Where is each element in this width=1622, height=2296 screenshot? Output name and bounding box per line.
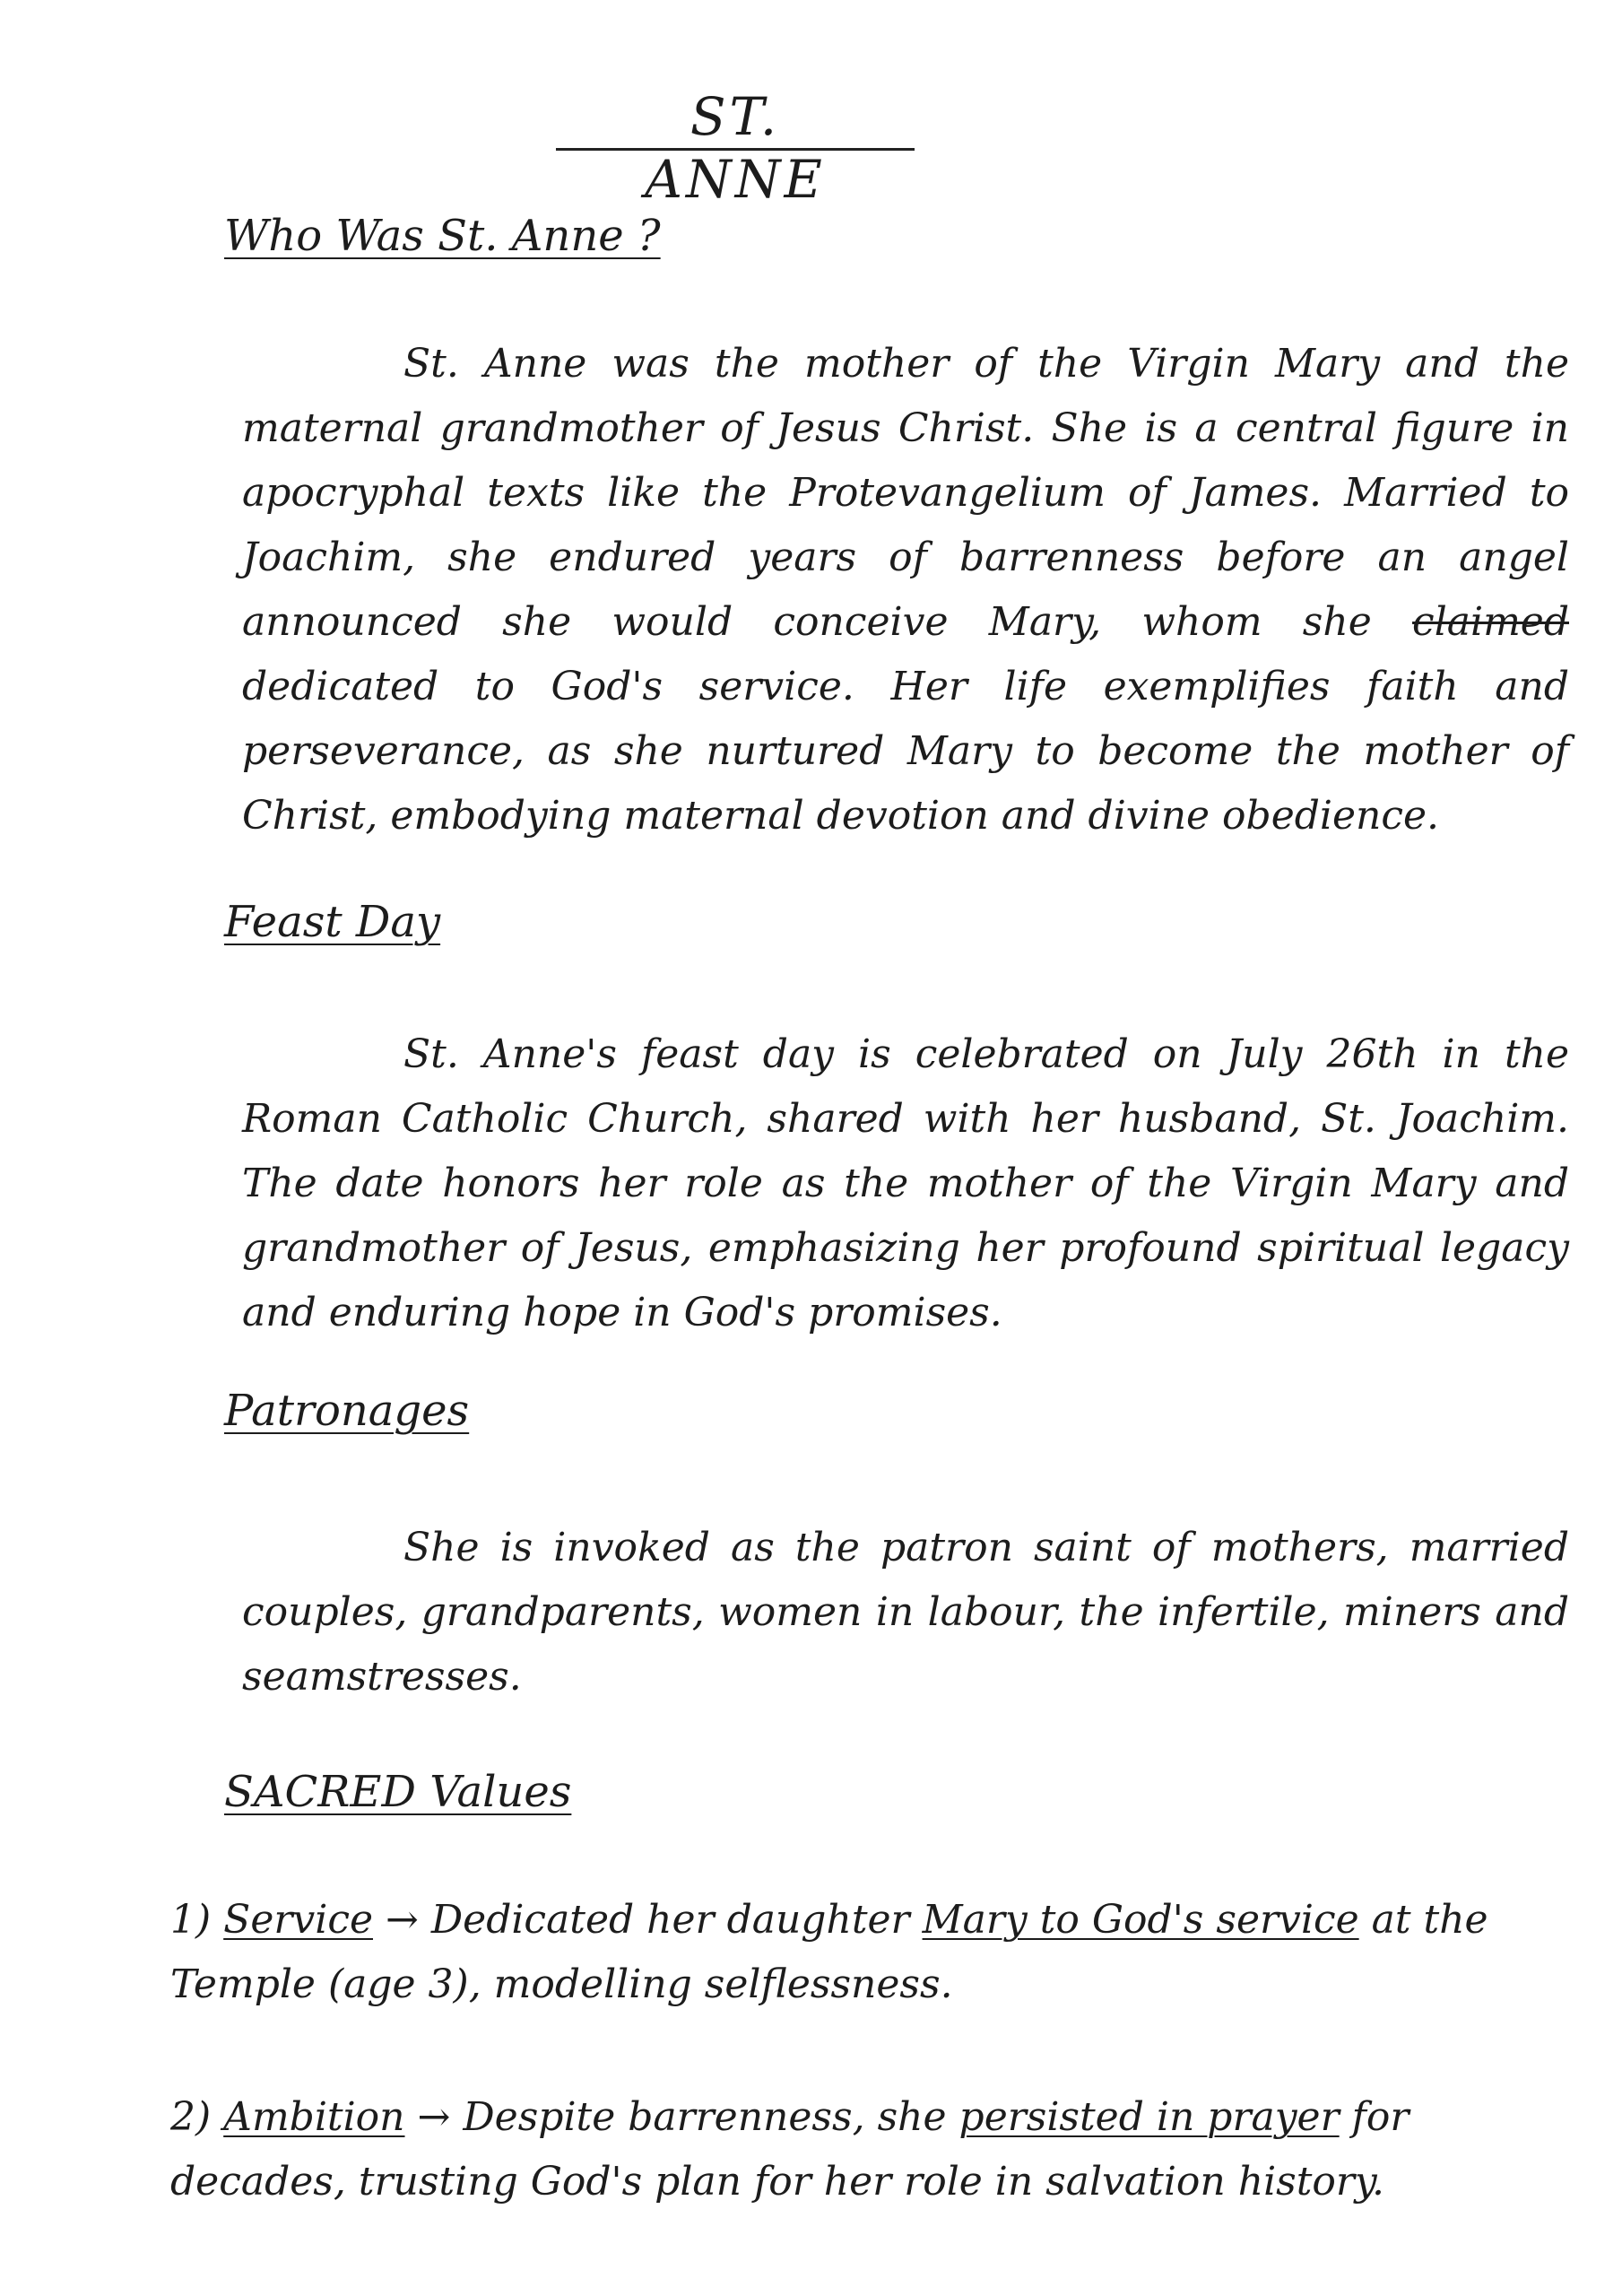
arrow-icon: →: [386, 1897, 419, 1943]
who-text-after: dedicated to God's service. Her life exemplifies faith and perseverance, as she nurtured Mary to become the mother of Christ, embodying maternal devotion and divine obedience.: [242, 664, 1569, 839]
value-text-after: at the Temple (age 3), modelling selflessness.: [170, 1897, 1488, 2007]
heading-feast-day: Feast Day: [224, 897, 441, 947]
page-title: ST. ANNE: [556, 85, 915, 151]
struck-out-word: claimed: [1412, 599, 1569, 645]
patronages-text: She is invoked as the patron saint of mothers, married couples, grandparents, women in labour, the infertile, miners and seamstresses.: [242, 1525, 1569, 1700]
value-item-service: [170, 1888, 1569, 2017]
arrow-icon: →: [417, 2094, 451, 2140]
value-underlined-phrase: persisted in prayer: [958, 2094, 1340, 2140]
value-underlined-phrase: Mary to God's service: [922, 1897, 1359, 1943]
feast-text: St. Anne's feast day is celebrated on July 26th in the Roman Catholic Church, shared with her husband, St. Joachim. The date honors her role as the mother of the Virgin Mary and grandmother of Jesus, emphasizing her profound spiritual legacy and enduring hope in God's promises.: [242, 1031, 1569, 1335]
value-text-before: Despite barrenness, she: [463, 2094, 947, 2140]
value-text-after: for decades, trusting God's plan for her role in salvation history.: [170, 2094, 1409, 2205]
value-name: Service: [223, 1897, 373, 1943]
paragraph-feast-day: [242, 1022, 1569, 1345]
value-item-ambition: [170, 2085, 1569, 2214]
heading-who-was-st-anne: Who Was St. Anne ?: [224, 211, 661, 261]
paragraph-who-was-st-anne: [242, 332, 1569, 848]
value-number: 1): [170, 1897, 212, 1943]
value-text-before: Dedicated her daughter: [430, 1897, 910, 1943]
heading-sacred-values: SACRED Values: [224, 1767, 572, 1817]
who-text-before: St. Anne was the mother of the Virgin Mary and the maternal grandmother of Jesus Christ. She is a central figure in apocryphal texts like the Protevangelium of James. Married to Joachim, she endured years of barrenness before an angel announced she would conceive Mary, whom she: [242, 341, 1569, 645]
heading-patronages: Patronages: [224, 1386, 470, 1436]
value-name: Ambition: [223, 2094, 405, 2140]
paragraph-patronages: [242, 1516, 1569, 1709]
value-number: 2): [170, 2094, 212, 2140]
